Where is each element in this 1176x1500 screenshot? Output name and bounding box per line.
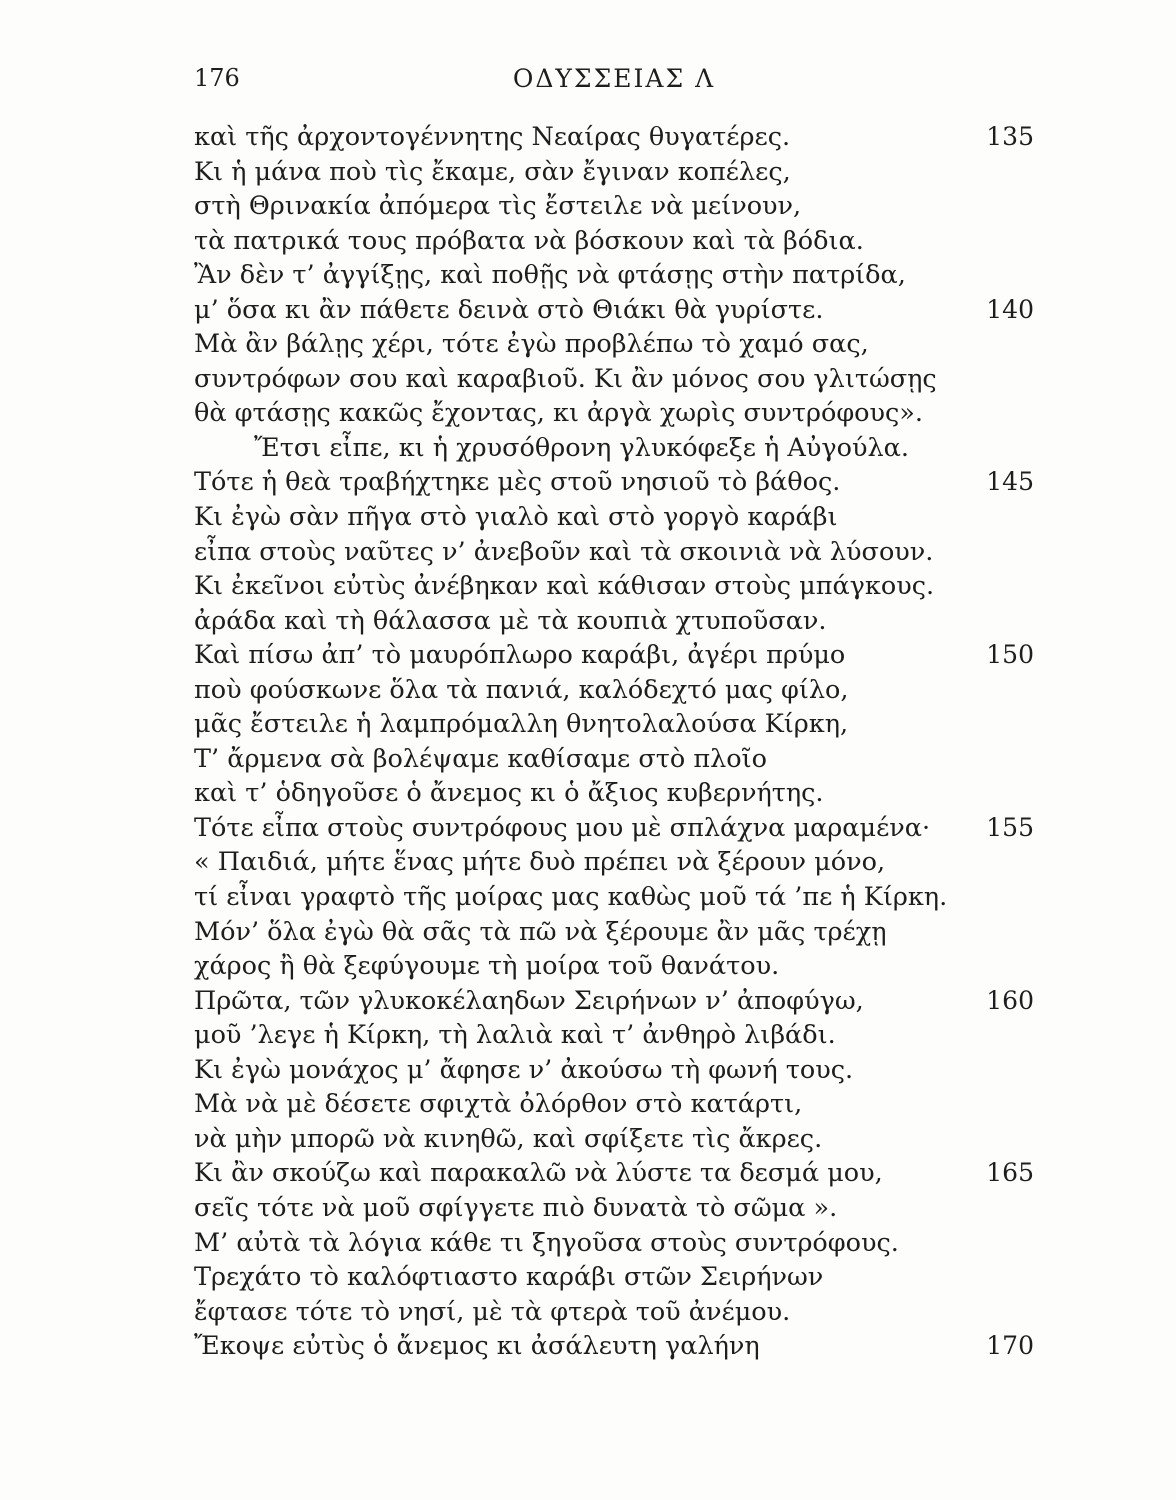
verse-line — [194, 224, 1044, 259]
verse-text: μ’ ὅσα κι ἂν πάθετε δεινὰ στὸ Θιάκι θὰ γυρίστε. — [194, 294, 824, 325]
verse-text: Κι ἐγὼ μονάχος μ’ ἄφησε ν’ ἀκούσω τὴ φωνή τους. — [194, 1054, 854, 1085]
line-number: 150 — [986, 640, 1034, 670]
verse-text: μοῦ ’λεγε ἡ Κίρκη, τὴ λαλιὰ καὶ τ’ ἀνθηρὸ λιβάδι. — [194, 1020, 836, 1051]
verse-text: νὰ μὴν μπορῶ νὰ κινηθῶ, καὶ σφίξετε τὶς ἄκρες. — [194, 1123, 823, 1154]
verse-line — [194, 1156, 1044, 1191]
verse-line — [194, 880, 1044, 915]
verse-text: Τότε εἶπα στοὺς συντρόφους μου μὲ σπλάχνα μαραμένα· — [194, 812, 931, 843]
line-number: 140 — [986, 294, 1034, 324]
verse-line — [194, 949, 1044, 984]
line-number: 165 — [986, 1158, 1034, 1188]
verse-line — [194, 535, 1044, 570]
verse-text: Ἔκοψε εὐτὺς ὁ ἄνεμος κι ἀσάλευτη γαλήνη — [194, 1331, 760, 1362]
verse-text: χάρος ἢ θὰ ξεφύγουμε τὴ μοίρα τοῦ θανάτου. — [194, 951, 780, 982]
verse-text: Τ’ ἄρμενα σὰ βολέψαμε καθίσαμε στὸ πλοῖο — [194, 743, 767, 774]
verse-line — [194, 811, 1044, 846]
verse-line — [194, 1053, 1044, 1088]
line-number: 160 — [986, 985, 1034, 1015]
verse-line — [194, 1226, 1044, 1261]
verse-text: Κι ἡ μάνα ποὺ τὶς ἔκαμε, σὰν ἔγιναν κοπέλες, — [194, 156, 791, 187]
verse-text: Κι ἐκεῖνοι εὐτὺς ἀνέβηκαν καὶ κάθισαν στοὺς μπάγκους. — [194, 571, 935, 602]
verse-line — [194, 742, 1044, 777]
verse-line — [194, 500, 1044, 535]
verse-line — [194, 1191, 1044, 1226]
verse-text: Καὶ πίσω ἀπ’ τὸ μαυρόπλωρο καράβι, ἀγέρι πρύμο — [194, 640, 846, 671]
poem-text — [194, 120, 1044, 1364]
page-number: 176 — [194, 64, 240, 92]
verse-text: ἔφτασε τότε τὸ νησί, μὲ τὰ φτερὰ τοῦ ἀνέμου. — [194, 1296, 791, 1327]
verse-line — [194, 465, 1044, 500]
verse-text: μᾶς ἔστειλε ἡ λαμπρόμαλλη θνητολαλούσα Κίρκη, — [194, 709, 849, 740]
running-title: ΟΔΥΣΣΕΙΑΣ Λ — [512, 64, 716, 93]
verse-line — [194, 673, 1044, 708]
verse-text: καὶ τῆς ἀρχοντογέννητης Νεαίρας θυγατέρες. — [194, 122, 791, 152]
verse-line — [194, 1329, 1044, 1364]
line-number: 135 — [986, 122, 1034, 151]
verse-line — [194, 155, 1044, 190]
line-number: 145 — [986, 467, 1034, 497]
verse-text: Κι ἂν σκούζω καὶ παρακαλῶ νὰ λύστε τα δεσμά μου, — [194, 1158, 883, 1189]
verse-text: τί εἶναι γραφτὸ τῆς μοίρας μας καθὼς μοῦ τά ’πε ἡ Κίρκη. — [194, 882, 948, 913]
verse-line — [194, 915, 1044, 950]
verse-line — [194, 638, 1044, 673]
verse-line — [194, 984, 1044, 1019]
verse-text: Πρῶτα, τῶν γλυκοκέλαηδων Σειρήνων ν’ ἀποφύγω, — [194, 985, 864, 1016]
verse-line — [194, 396, 1044, 431]
verse-text: Ἂν δὲν τ’ ἀγγίξῃς, καὶ ποθῇς νὰ φτάσῃς στὴν πατρίδα, — [194, 260, 906, 291]
verse-text: « Παιδιά, μήτε ἕνας μήτε δυὸ πρέπει νὰ ξέρουν μόνο, — [194, 847, 886, 878]
verse-text: καὶ τ’ ὁδηγοῦσε ὁ ἄνεμος κι ὁ ἄξιος κυβερνήτης. — [194, 778, 824, 809]
verse-line — [194, 845, 1044, 880]
verse-text: Μόν’ ὅλα ἐγὼ θὰ σᾶς τὰ πῶ νὰ ξέρουμε ἂν μᾶς τρέχῃ — [194, 916, 887, 947]
line-number: 155 — [986, 812, 1034, 842]
verse-line — [194, 776, 1044, 811]
verse-text: στὴ Θρινακία ἀπόμερα τὶς ἔστειλε νὰ μείνουν, — [194, 191, 802, 222]
verse-line — [194, 189, 1044, 224]
verse-text: Τότε ἡ θεὰ τραβήχτηκε μὲς στοῦ νησιοῦ τὸ βάθος. — [194, 467, 841, 498]
verse-line — [194, 1087, 1044, 1122]
verse-line — [194, 569, 1044, 604]
verse-line — [194, 258, 1044, 293]
verse-line — [194, 604, 1044, 639]
verse-line — [194, 1295, 1044, 1330]
verse-text: Μὰ νὰ μὲ δέσετε σφιχτὰ ὀλόρθον στὸ κατάρτι, — [194, 1089, 803, 1120]
verse-line — [194, 707, 1044, 742]
verse-line — [194, 120, 1044, 155]
verse-line — [194, 1260, 1044, 1295]
verse-line — [194, 431, 1044, 466]
verse-line — [194, 1018, 1044, 1053]
line-number: 170 — [986, 1331, 1034, 1361]
verse-text: Μ’ αὐτὰ τὰ λόγια κάθε τι ξηγοῦσα στοὺς συντρόφους. — [194, 1227, 899, 1258]
verse-text: Μὰ ἂν βάλῃς χέρι, τότε ἐγὼ προβλέπω τὸ χαμό σας, — [194, 329, 869, 360]
verse-text: Τρεχάτο τὸ καλόφτιαστο καράβι στῶν Σειρήνων — [194, 1262, 824, 1293]
verse-text: τὰ πατρικά τους πρόβατα νὰ βόσκουν καὶ τὰ βόδια. — [194, 225, 864, 256]
page-header — [194, 64, 1034, 104]
verse-text: συντρόφων σου καὶ καραβιοῦ. Κι ἂν μόνος σου γλιτώσῃς — [194, 363, 937, 394]
verse-text: ποὺ φούσκωνε ὅλα τὰ πανιά, καλόδεχτό μας φίλο, — [194, 674, 849, 705]
verse-text: ἀράδα καὶ τὴ θάλασσα μὲ τὰ κουπιὰ χτυποῦσαν. — [194, 605, 827, 636]
verse-line — [194, 362, 1044, 397]
verse-text: Κι ἐγὼ σὰν πῆγα στὸ γιαλὸ καὶ στὸ γοργὸ καράβι — [194, 502, 838, 533]
verse-text: σεῖς τότε νὰ μοῦ σφίγγετε πιὸ δυνατὰ τὸ σῶμα ». — [194, 1192, 838, 1223]
verse-line — [194, 1122, 1044, 1157]
verse-text: θὰ φτάσῃς κακῶς ἔχοντας, κι ἀργὰ χωρὶς συντρόφους». — [194, 398, 924, 429]
verse-line — [194, 327, 1044, 362]
verse-text: εἶπα στοὺς ναῦτες ν’ ἀνεβοῦν καὶ τὰ σκοινιὰ νὰ λύσουν. — [194, 536, 934, 567]
verse-line — [194, 293, 1044, 328]
verse-text: Ἔτσι εἶπε, κι ἡ χρυσόθρονη γλυκόφεξε ἡ Αὐγούλα. — [254, 432, 909, 463]
